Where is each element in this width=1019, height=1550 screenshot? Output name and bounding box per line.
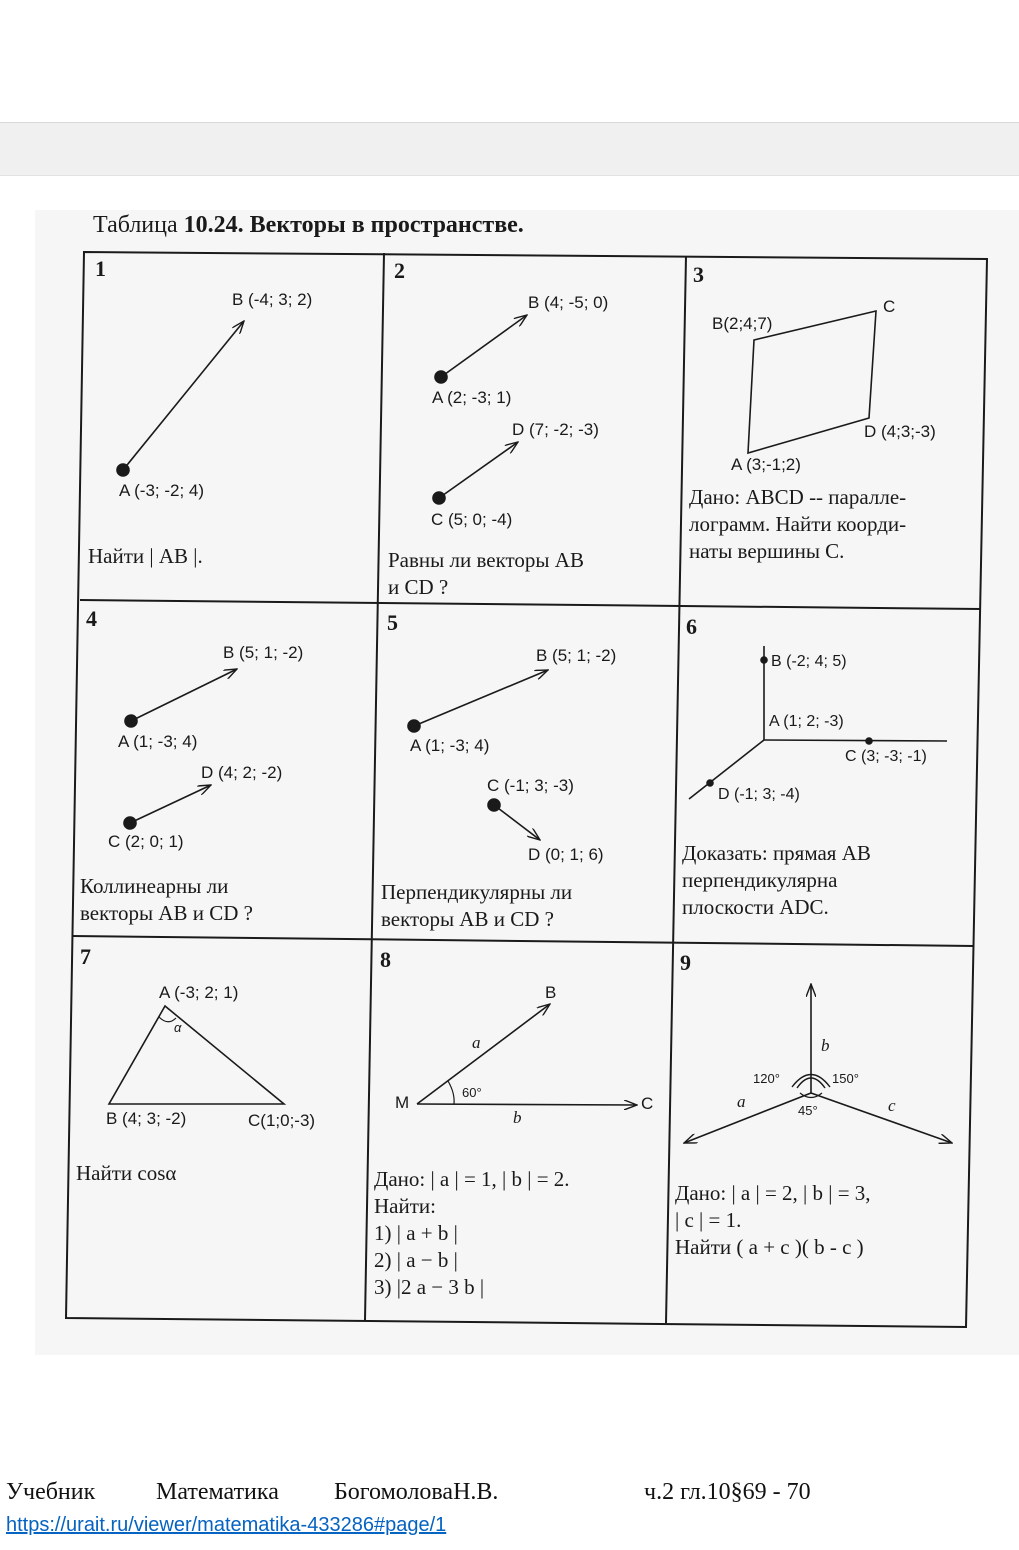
- angle-label: 60°: [462, 1085, 482, 1100]
- task-line: перпендикулярна: [682, 868, 838, 892]
- point-label: D (4; 2; -2): [201, 763, 283, 782]
- task-line: Дано: | a | = 1, | b | = 2.: [374, 1167, 570, 1191]
- task-line: 2) | a − b |: [374, 1248, 458, 1272]
- point-label: C (-1; 3; -3): [487, 776, 574, 795]
- point-label: C (3; -3; -1): [845, 748, 927, 765]
- task-line: Доказать: прямая AB: [682, 841, 871, 865]
- title-number: 10.24.: [183, 212, 244, 238]
- cell-number-6: 6: [686, 614, 697, 639]
- task-line: векторы AB и CD ?: [381, 907, 554, 931]
- cell-number-3: 3: [693, 262, 704, 287]
- vector-label: c: [888, 1096, 896, 1115]
- angle-label: 45°: [798, 1103, 818, 1118]
- point-label: A (3;-1;2): [731, 455, 801, 474]
- point-label: D (0; 1; 6): [528, 845, 604, 864]
- vector-label: b: [821, 1036, 830, 1055]
- angle-label: 120°: [753, 1071, 780, 1086]
- task-line: плоскости ADC.: [682, 895, 829, 919]
- point-label: B (5; 1; -2): [223, 643, 304, 662]
- point-label: A (-3; -2; 4): [119, 481, 205, 500]
- vector-label: a: [472, 1033, 481, 1052]
- point-label: C: [883, 297, 896, 316]
- point-label: C (5; 0; -4): [431, 510, 513, 529]
- cell-9-task: [675, 1180, 871, 1261]
- title-name: Векторы в пространстве.: [249, 212, 524, 238]
- point-label: B (-2; 4; 5): [771, 653, 847, 670]
- cell-number-7: 7: [80, 944, 91, 969]
- vector-cd-4: [130, 785, 211, 823]
- vector-a-8: [417, 1004, 550, 1104]
- task-line: Дано: ABCD -- паралле-: [689, 485, 907, 509]
- angle-label: α: [174, 1020, 182, 1035]
- cell-2-task: [388, 547, 584, 601]
- vector-ab-5: [414, 670, 548, 726]
- triangle-abc: [109, 1006, 284, 1104]
- footer-section: ч.2 гл.10§69 - 70: [644, 1479, 811, 1505]
- angle-60-arc: [448, 1081, 454, 1104]
- point-label: A (1; -3; 4): [410, 736, 490, 755]
- cell-number-5: 5: [387, 610, 398, 635]
- task-line: наты вершины C.: [689, 539, 845, 563]
- cell-8-task: [374, 1166, 570, 1301]
- point-label: A (1; 2; -3): [769, 713, 844, 730]
- point-label: B (-4; 3; 2): [232, 290, 313, 309]
- vector-b-8: [417, 1104, 637, 1105]
- task-line: Найти:: [374, 1194, 436, 1218]
- task-line: Перпендикулярны ли: [381, 880, 573, 904]
- cell-number-4: 4: [86, 606, 97, 631]
- cell-6-task: [682, 840, 871, 921]
- task-line: Равны ли векторы AB: [388, 548, 584, 572]
- point-label: D (-1; 3; -4): [718, 786, 800, 803]
- task-line: Найти ( a + c )( b - c ): [675, 1235, 864, 1259]
- task-line: лограмм. Найти коорди-: [689, 512, 907, 536]
- task-line: Найти | AB |.: [88, 544, 203, 568]
- vector-ab-4: [131, 669, 237, 721]
- line-ac: [764, 740, 947, 741]
- point-d6: [707, 780, 713, 786]
- vector-cd-5: [494, 805, 540, 840]
- task-line: | c | = 1.: [675, 1208, 742, 1232]
- point-label: B (5; 1; -2): [536, 646, 617, 665]
- point-label: A (-3; 2; 1): [159, 983, 239, 1002]
- point-label: C(1;0;-3): [248, 1111, 316, 1130]
- point-label: B: [545, 983, 557, 1002]
- cell-3-task: [689, 484, 906, 565]
- title-prefix: Таблица: [93, 212, 178, 238]
- task-line: Найти cosα: [76, 1161, 177, 1185]
- cell-5-task: [381, 879, 572, 933]
- point-label: B(2;4;7): [712, 314, 773, 333]
- point-label: B (4; 3; -2): [106, 1109, 187, 1128]
- cell-number-1: 1: [95, 256, 106, 281]
- footer-subject: Математика: [156, 1479, 279, 1505]
- footer-author: БогомоловаН.В.: [334, 1479, 499, 1505]
- cell-number-8: 8: [380, 947, 391, 972]
- cell-number-2: 2: [394, 258, 405, 283]
- point-b6: [761, 657, 767, 663]
- vector-cd-2: [439, 442, 518, 498]
- cell-4-task: [80, 873, 253, 927]
- angle-label: 150°: [832, 1071, 859, 1086]
- vector-label: b: [513, 1108, 522, 1127]
- footer-book: Учебник: [6, 1479, 96, 1505]
- point-c6: [866, 738, 872, 744]
- vector-a-9: [684, 1093, 811, 1143]
- point-label: C (2; 0; 1): [108, 832, 184, 851]
- source-link[interactable]: https://urait.ru/viewer/matematika-433286#page/1: [6, 1514, 447, 1536]
- task-line: 3) |2 a − 3 b |: [374, 1275, 485, 1299]
- cell-1-task: [88, 543, 203, 570]
- task-line: и CD ?: [388, 575, 449, 599]
- cell-number-9: 9: [680, 950, 691, 975]
- point-label: B (4; -5; 0): [528, 293, 609, 312]
- point-label: D (4;3;-3): [864, 422, 936, 441]
- task-line: Дано: | a | = 2, | b | = 3,: [675, 1181, 871, 1205]
- point-label: A (2; -3; 1): [432, 388, 512, 407]
- task-line: Коллинеарны ли: [80, 874, 229, 898]
- cell-7-task: [76, 1160, 176, 1187]
- vector-ab-2: [441, 315, 527, 377]
- task-line: векторы AB и CD ?: [80, 901, 253, 925]
- point-label: A (1; -3; 4): [118, 732, 198, 751]
- point-label: C: [641, 1094, 654, 1113]
- vector-ab-1: [123, 321, 244, 470]
- point-label: D (7; -2; -3): [512, 420, 599, 439]
- point-label: M: [395, 1093, 410, 1112]
- task-line: 1) | a + b |: [374, 1221, 458, 1245]
- vector-c-9: [811, 1093, 952, 1143]
- vector-label: a: [737, 1092, 746, 1111]
